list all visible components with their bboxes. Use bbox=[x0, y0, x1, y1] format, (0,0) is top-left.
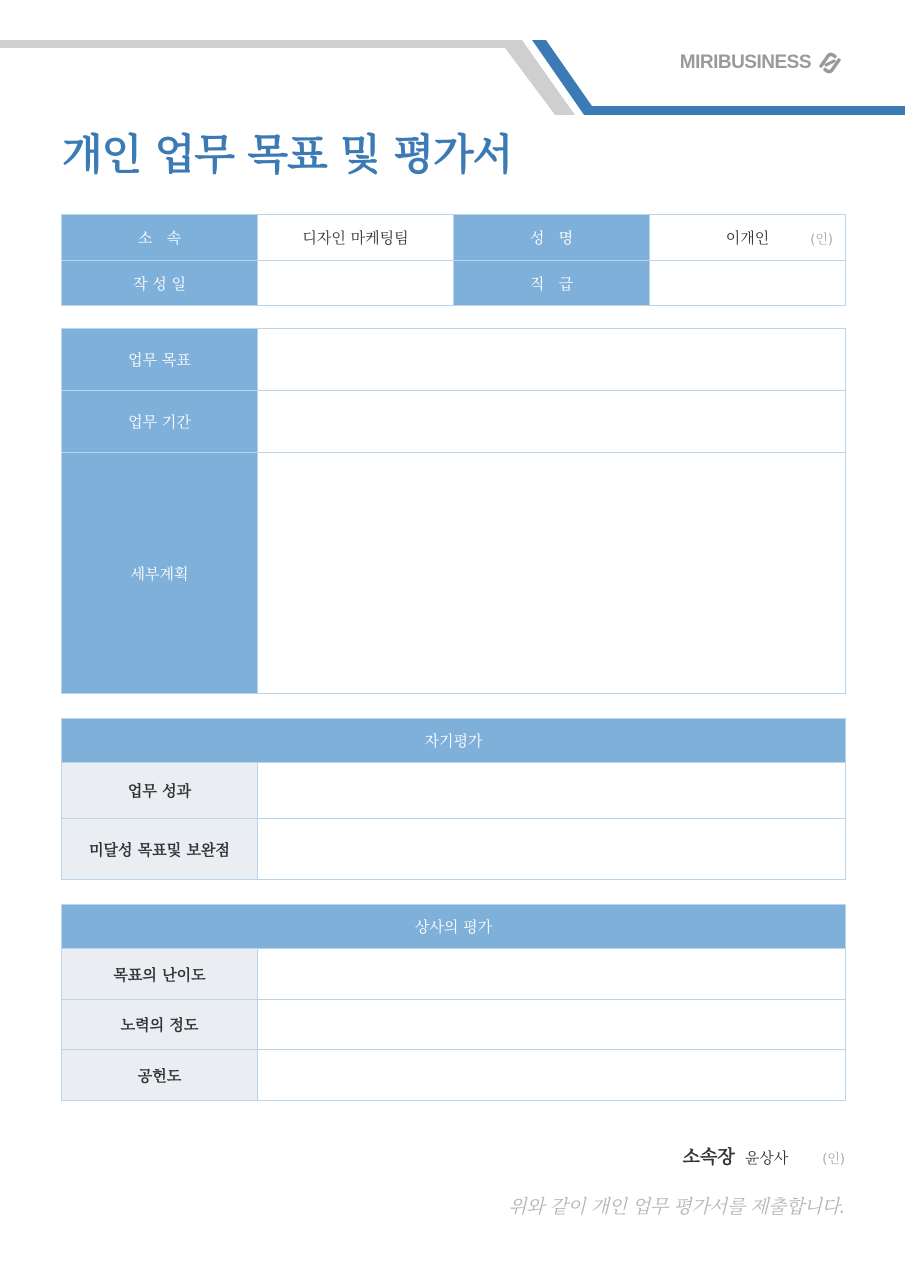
signer-role: 소속장 bbox=[682, 1147, 735, 1168]
contribution-value[interactable] bbox=[258, 1050, 846, 1101]
rank-label: 직 급 bbox=[454, 261, 650, 306]
seal-mark: (인) bbox=[810, 232, 833, 247]
effort-label: 노력의 정도 bbox=[62, 1000, 258, 1050]
goal-value[interactable] bbox=[258, 329, 846, 391]
date-value[interactable] bbox=[258, 261, 454, 306]
boss-eval-header: 상사의 평가 bbox=[62, 905, 846, 949]
self-eval-table bbox=[61, 718, 846, 880]
effort-value[interactable] bbox=[258, 1000, 846, 1050]
self-eval-header: 자기평가 bbox=[62, 719, 846, 763]
info-table bbox=[61, 214, 846, 306]
boss-eval-table bbox=[61, 904, 846, 1101]
name-value: 이개인 bbox=[725, 229, 770, 247]
unmet-goals-value[interactable] bbox=[258, 819, 846, 880]
plan-table bbox=[61, 328, 846, 694]
performance-value[interactable] bbox=[258, 763, 846, 819]
name-cell[interactable] bbox=[650, 215, 846, 261]
submission-statement: 위와 같이 개인 업무 평가서를 제출합니다. bbox=[508, 1196, 845, 1218]
date-label: 작 성 일 bbox=[62, 261, 258, 306]
contribution-label: 공헌도 bbox=[62, 1050, 258, 1101]
signer-seal: (인) bbox=[822, 1152, 845, 1167]
affiliation-value[interactable]: 디자인 마케팅팀 bbox=[258, 215, 454, 261]
link-logo-icon bbox=[817, 52, 843, 74]
page-title: 개인 업무 목표 및 평가서 bbox=[62, 130, 513, 179]
period-label: 업무 기간 bbox=[62, 391, 258, 453]
period-value[interactable] bbox=[258, 391, 846, 453]
rank-value[interactable] bbox=[650, 261, 846, 306]
performance-label: 업무 성과 bbox=[62, 763, 258, 819]
brand bbox=[680, 52, 843, 74]
detail-plan-label: 세부계획 bbox=[62, 453, 258, 694]
goal-label: 업무 목표 bbox=[62, 329, 258, 391]
signer-name: 윤상사 bbox=[744, 1149, 789, 1167]
brand-name: MIRIBUSINESS bbox=[679, 52, 811, 73]
signature-line bbox=[683, 1143, 845, 1169]
affiliation-label: 소 속 bbox=[62, 215, 258, 261]
difficulty-label: 목표의 난이도 bbox=[62, 949, 258, 1000]
difficulty-value[interactable] bbox=[258, 949, 846, 1000]
name-label: 성 명 bbox=[454, 215, 650, 261]
detail-plan-value[interactable] bbox=[258, 453, 846, 694]
unmet-goals-label: 미달성 목표및 보완점 bbox=[62, 819, 258, 880]
